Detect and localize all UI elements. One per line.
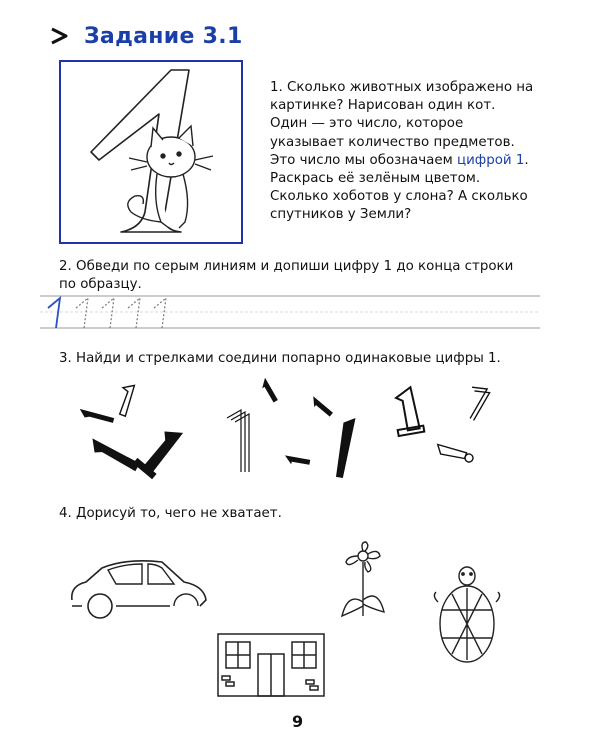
- digit-one-variant: [435, 443, 474, 465]
- page-title: Задание 3.1: [84, 24, 243, 49]
- page-number: 9: [292, 712, 304, 731]
- digit-one-variant: [227, 410, 249, 472]
- task-1-text-after: . Раскрась её зелёным цветом. Сколько хоботов у слона? А сколько спутников у Земли?: [270, 152, 529, 223]
- car-icon: [66, 556, 216, 622]
- trace-digit-one: [76, 298, 88, 328]
- task-1-text-before: 1. Сколько животных изображено на картинке? Нарисован один кот. Один — это число, которое указывает количество предметов. Это число мы обозначаем: [270, 80, 534, 168]
- digit-highlight: цифрой 1: [456, 152, 525, 168]
- digit-one-variant: [458, 382, 491, 420]
- turtle-icon: [432, 562, 502, 672]
- digit-one-variant: [260, 379, 277, 403]
- digit-one-variant: [134, 422, 187, 479]
- task-4-text: 4. Дорисуй то, чего не хватает.: [59, 506, 282, 521]
- task-1-text: [270, 79, 534, 225]
- digit-one-variant: [335, 417, 355, 478]
- big-digit-one-icon: [61, 62, 241, 242]
- digit-one-variant: [114, 382, 136, 416]
- digit-one-variant: [79, 410, 113, 425]
- task-3-text: 3. Найди и стрелками соедини попарно одинаковые цифры 1.: [59, 351, 501, 366]
- cat-icon: [128, 126, 213, 228]
- digit-one-variant: [391, 386, 425, 436]
- digit-one-variant: [310, 397, 332, 417]
- tracing-line: [40, 290, 540, 334]
- trace-digit-one: [102, 298, 114, 328]
- arrow-bullet-icon: [48, 24, 72, 48]
- flower-icon: [338, 540, 388, 622]
- trace-digit-one: [154, 298, 166, 328]
- digit-one-cat-illustration: [59, 60, 243, 244]
- house-icon: [216, 632, 326, 698]
- trace-digit-one: [128, 298, 140, 328]
- digit-one-variant: [285, 456, 310, 466]
- sample-digit-one: [48, 298, 60, 328]
- digit-one-variant: [88, 438, 139, 474]
- digit-ones-matching-area: [55, 372, 535, 482]
- task-2-text: 2. Обведи по серым линиям и допиши цифру 1 до конца строки по образцу.: [59, 259, 514, 293]
